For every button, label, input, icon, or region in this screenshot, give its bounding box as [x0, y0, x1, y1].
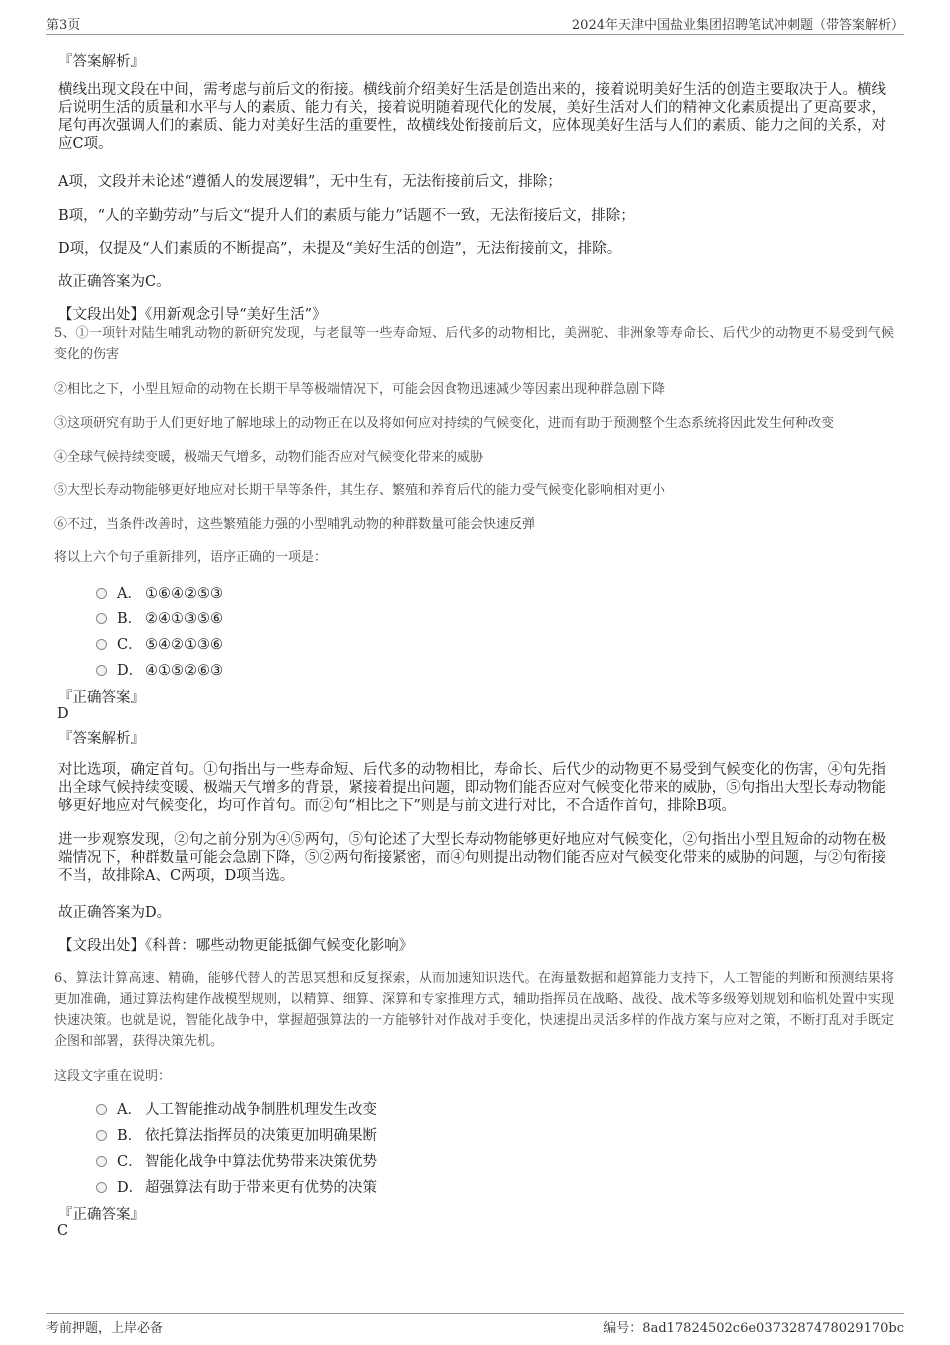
q4-analysis-paragraph: 横线出现文段在中间，需考虑与前后文的衔接。横线前介绍美好生活是创造出来的，接着说明美好生活的创造主要取决于人。横线后说明生活的质量和水平与人的素质、能力有关，接着说明随着现代化的发展，美好生活对人们的精神文化素质提出了更高要求，尾句再次强调人们的素质、能力对美好生活的重要性，故横线处衔接前后文，应体现美好生活与人们的素质、能力之间的关系，对应C项。	[58, 82, 886, 152]
option-text: ⑤④②①③⑥	[145, 637, 223, 653]
q6-stem: 6、算法计算高速、精确，能够代替人的苦思冥想和反复探索，从而加速知识迭代。在海量数据和超算能力支持下，人工智能的判断和预测结果将更加准确，通过算法构建作战模型规则，以精算、细算、深算和专家推理方式，辅助指挥员在战略、战役、战术等多级筹划规划和临机处置中实现快速决策。也就是说，智能化战争中，掌握超强算法的一方能够针对作战对手变化，快速提出灵活多样的作战方案与应对之策，不断打乱对手既定企图和部署，获得决策先机。	[54, 971, 894, 1049]
page-header	[46, 12, 904, 35]
q4-analysis-option-d: D项，仅提及“人们素质的不断提高”，未提及“美好生活的创造”，无法衔接前文，排除。	[58, 241, 622, 257]
document-serial: 编号：8ad17824502c6e0373287478029170bc	[603, 1321, 904, 1336]
q4-analysis-label: 『答案解析』	[58, 54, 145, 70]
option-text: 依托算法指挥员的决策更加明确果断	[145, 1128, 377, 1144]
q6-answer-label: 『正确答案』	[58, 1207, 145, 1223]
radio-icon[interactable]	[96, 639, 107, 650]
q4-analysis-option-b: B项，“人的辛勤劳动”与后文“提升人们的素质与能力”话题不一致，无法衔接后文，排除；	[58, 208, 635, 224]
radio-icon[interactable]	[96, 1156, 107, 1167]
q5-stem: 5、①一项针对陆生哺乳动物的新研究发现，与老鼠等一些寿命短、后代多的动物相比，美洲驼、非洲象等寿命长、后代少的动物更不易受到气候变化的伤害	[54, 326, 894, 362]
q6-option-d[interactable]	[96, 1176, 377, 1196]
document-title: 2024年天津中国盐业集团招聘笔试冲刺题（带答案解析）	[571, 18, 904, 33]
q5-sentence-5: ⑤大型长寿动物能够更好地应对长期干旱等条件，其生存、繁殖和养育后代的能力受气候变化影响相对更小	[54, 483, 666, 498]
q6-answer: C	[57, 1223, 69, 1239]
option-key: D．	[117, 1180, 144, 1196]
footer-slogan: 考前押题，上岸必备	[46, 1321, 164, 1336]
q5-sentence-4: ④全球气候持续变暖，极端天气增多，动物们能否应对气候变化带来的威胁	[54, 450, 484, 465]
option-text: 人工智能推动战争制胜机理发生改变	[145, 1102, 377, 1118]
q5-option-a[interactable]	[96, 582, 223, 602]
option-text: ②④①③⑤⑥	[145, 611, 223, 627]
q6-prompt: 这段文字重在说明：	[54, 1069, 172, 1084]
option-key: B．	[117, 1128, 143, 1144]
q6-option-c[interactable]	[96, 1150, 377, 1170]
radio-icon[interactable]	[96, 1104, 107, 1115]
option-text: 智能化战争中算法优势带来决策优势	[145, 1154, 377, 1170]
q4-analysis-option-a: A项，文段并未论述“遵循人的发展逻辑”，无中生有，无法衔接前后文，排除；	[58, 174, 562, 190]
option-text: ①⑥④②⑤③	[145, 586, 223, 602]
q5-analysis-label: 『答案解析』	[58, 731, 145, 747]
q5-source: 【文段出处】《科普：哪些动物更能抵御气候变化影响》	[58, 938, 414, 954]
q5-sentence-6: ⑥不过，当条件改善时，这些繁殖能力强的小型哺乳动物的种群数量可能会快速反弹	[54, 517, 536, 532]
option-key: A．	[117, 1102, 142, 1118]
radio-icon[interactable]	[96, 1130, 107, 1141]
option-text: ④①⑤②⑥③	[145, 663, 223, 679]
q4-conclusion: 故正确答案为C。	[58, 274, 171, 290]
q5-prompt: 将以上六个句子重新排列，语序正确的一项是：	[54, 550, 328, 565]
option-key: C．	[117, 637, 143, 653]
q5-analysis-paragraph-2: 进一步观察发现，②句之前分别为④⑤两句，⑤句论述了大型长寿动物能够更好地应对气候变化，②句指出小型且短命的动物在极端情况下，种群数量可能会急剧下降，⑤②两句衔接紧密，而④句则提出动物们能否应对气候变化带来的威胁的问题，与②句衔接不当，故排除A、C两项，D项当选。	[58, 832, 886, 884]
q5-conclusion: 故正确答案为D。	[58, 905, 172, 921]
q5-option-c[interactable]	[96, 633, 223, 653]
option-key: B．	[117, 611, 143, 627]
option-key: C．	[117, 1154, 143, 1170]
q4-source: 【文段出处】《用新观念引导“美好生活”》	[58, 307, 327, 323]
radio-icon[interactable]	[96, 613, 107, 624]
q5-answer: D	[57, 706, 69, 722]
radio-icon[interactable]	[96, 665, 107, 676]
option-key: D．	[117, 663, 144, 679]
q5-sentence-2: ②相比之下，小型且短命的动物在长期干旱等极端情况下，可能会因食物迅速减少等因素出现种群急剧下降	[54, 382, 666, 397]
q5-sentence-3: ③这项研究有助于人们更好地了解地球上的动物正在以及将如何应对持续的气候变化，进而有助于预测整个生态系统将因此发生何种改变	[54, 416, 835, 431]
option-text: 超强算法有助于带来更有优势的决策	[145, 1180, 377, 1196]
q5-analysis-paragraph-1: 对比选项，确定首句。①句指出与一些寿命短、后代多的动物相比，寿命长、后代少的动物更不易受到气候变化的伤害，④句先指出全球气候持续变暖、极端天气增多的背景，紧接着提出问题，即动物们能否应对气候变化带来的威胁，⑤句指出大型长寿动物能够更好地应对气候变化，均可作首句。而②句“相比之下”则是与前文进行对比，不合适作首句，排除B项。	[58, 762, 886, 814]
q6-option-a[interactable]	[96, 1098, 377, 1118]
q5-option-b[interactable]	[96, 607, 223, 627]
option-key: A．	[117, 586, 142, 602]
q5-option-d[interactable]	[96, 659, 223, 679]
page-number: 第3页	[46, 18, 81, 33]
q5-answer-label: 『正确答案』	[58, 690, 145, 706]
q6-option-b[interactable]	[96, 1124, 377, 1144]
page-footer	[46, 1313, 904, 1336]
radio-icon[interactable]	[96, 1182, 107, 1193]
radio-icon[interactable]	[96, 588, 107, 599]
